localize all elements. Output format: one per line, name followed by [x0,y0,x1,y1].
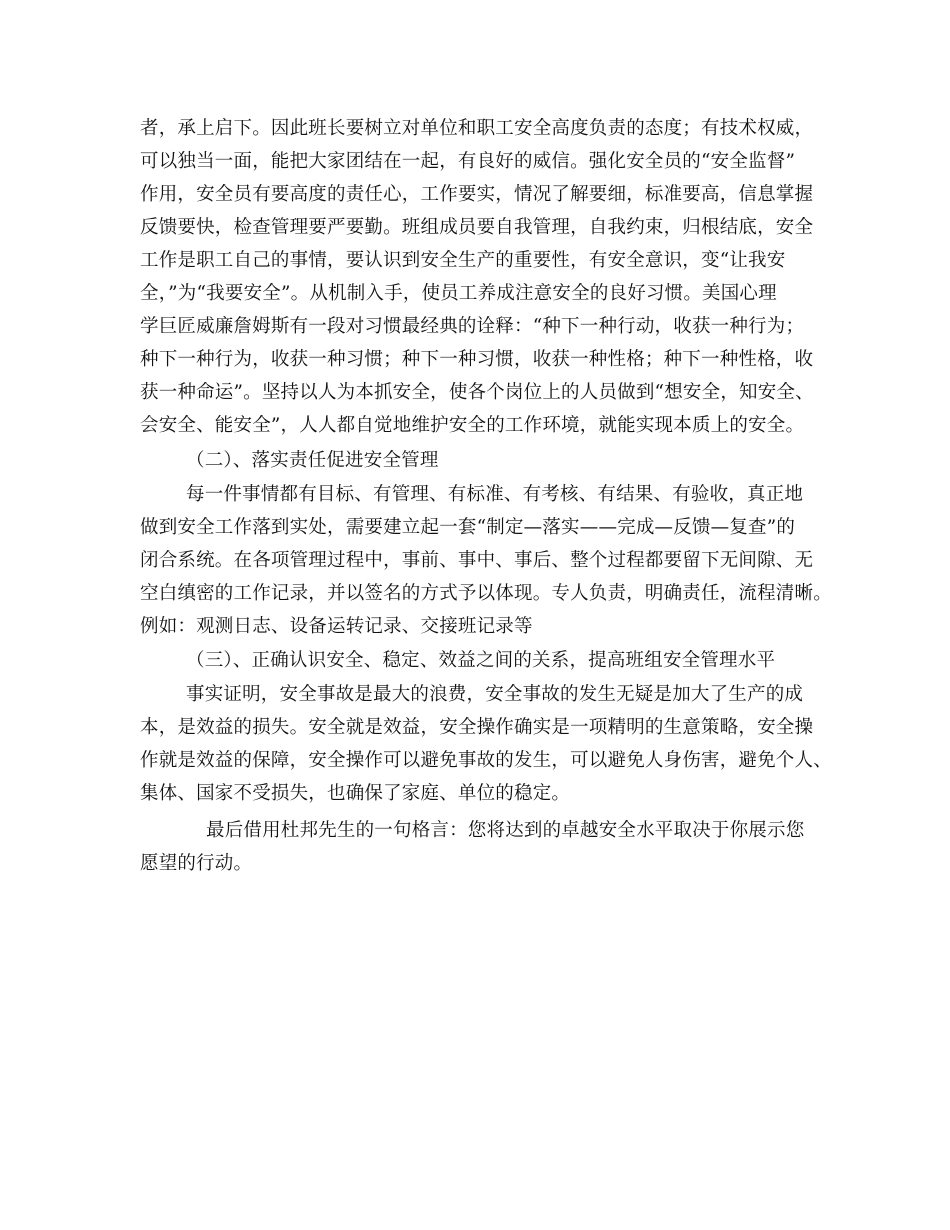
paragraph-line: 集体、国家不受损失，也确保了家庭、单位的稳定。 [140,783,571,804]
paragraph-line: 可以独当一面，能把大家团结在一起，有良好的威信。强化安全员的“安全监督” [140,151,796,172]
paragraph-line: 学巨匠威廉詹姆斯有一段对习惯最经典的诠释：“种下一种行动，收获一种行为； [140,316,805,337]
paragraph-line: 做到安全工作落到实处，需要建立起一套“制定—落实——完成—反馈—复查”的 [140,517,796,538]
paragraph-line: 反馈要快，检查管理要严要勤。班组成员要自我管理，自我约束，归根结底，安全 [140,217,814,238]
paragraph-line: 全，”为“我要安全”。从机制入手，使员工养成注意安全的良好习惯。美国心理 [140,283,777,304]
paragraph-line: 闭合系统。在各项管理过程中，事前、事中、事后、整个过程都要留下无间隙、无 [140,550,814,571]
section-heading-2: （二）、落实责任促进安全管理 [186,450,439,471]
paragraph-line: 作就是效益的保障，安全操作可以避免事故的发生，可以避免人身伤害，避免个人、 [140,750,832,771]
paragraph-line: 者，承上启下。因此班长要树立对单位和职工安全高度负责的态度；有技术权威， [140,118,814,139]
paragraph-line: 会安全、能安全”，人人都自觉地维护安全的工作环境，就能实现本质上的安全。 [140,415,805,436]
paragraph-line: 本，是效益的损失。安全就是效益，安全操作确实是一项精明的生意策略，安全操 [140,717,814,738]
paragraph-line: 例如：观测日志、设备运转记录、交接班记录等 [140,616,533,637]
paragraph-line: 获一种命运”。坚持以人为本抓安全，使各个岗位上的人员做到“想安全，知安全、 [140,382,814,403]
paragraph-line: 最后借用杜邦先生的一句格言：您将达到的卓越安全水平取决于你展示您 [206,820,805,841]
paragraph-line: 事实证明，安全事故是最大的浪费，安全事故的发生无疑是加大了生产的成 [186,684,804,705]
paragraph-line: 每一件事情都有目标、有管理、有标准、有考核、有结果、有验收，真正地 [186,484,804,505]
paragraph-line: 作用，安全员有要高度的责任心，工作要实，情况了解要细，标准要高，信息掌握 [140,184,814,205]
section-heading-3: （三）、正确认识安全、稳定、效益之间的关系，提高班组安全管理水平 [186,650,776,671]
paragraph-line: 空白缜密的工作记录，并以签名的方式予以体现。专人负责，明确责任，流程清晰。 [140,583,832,604]
paragraph-line: 种下一种行为，收获一种习惯；种下一种习惯，收获一种性格；种下一种性格，收 [140,349,814,370]
paragraph-line: 工作是职工自己的事情，要认识到安全生产的重要性，有安全意识，变“让我安 [140,250,786,271]
paragraph-line: 愿望的行动。 [140,853,253,874]
